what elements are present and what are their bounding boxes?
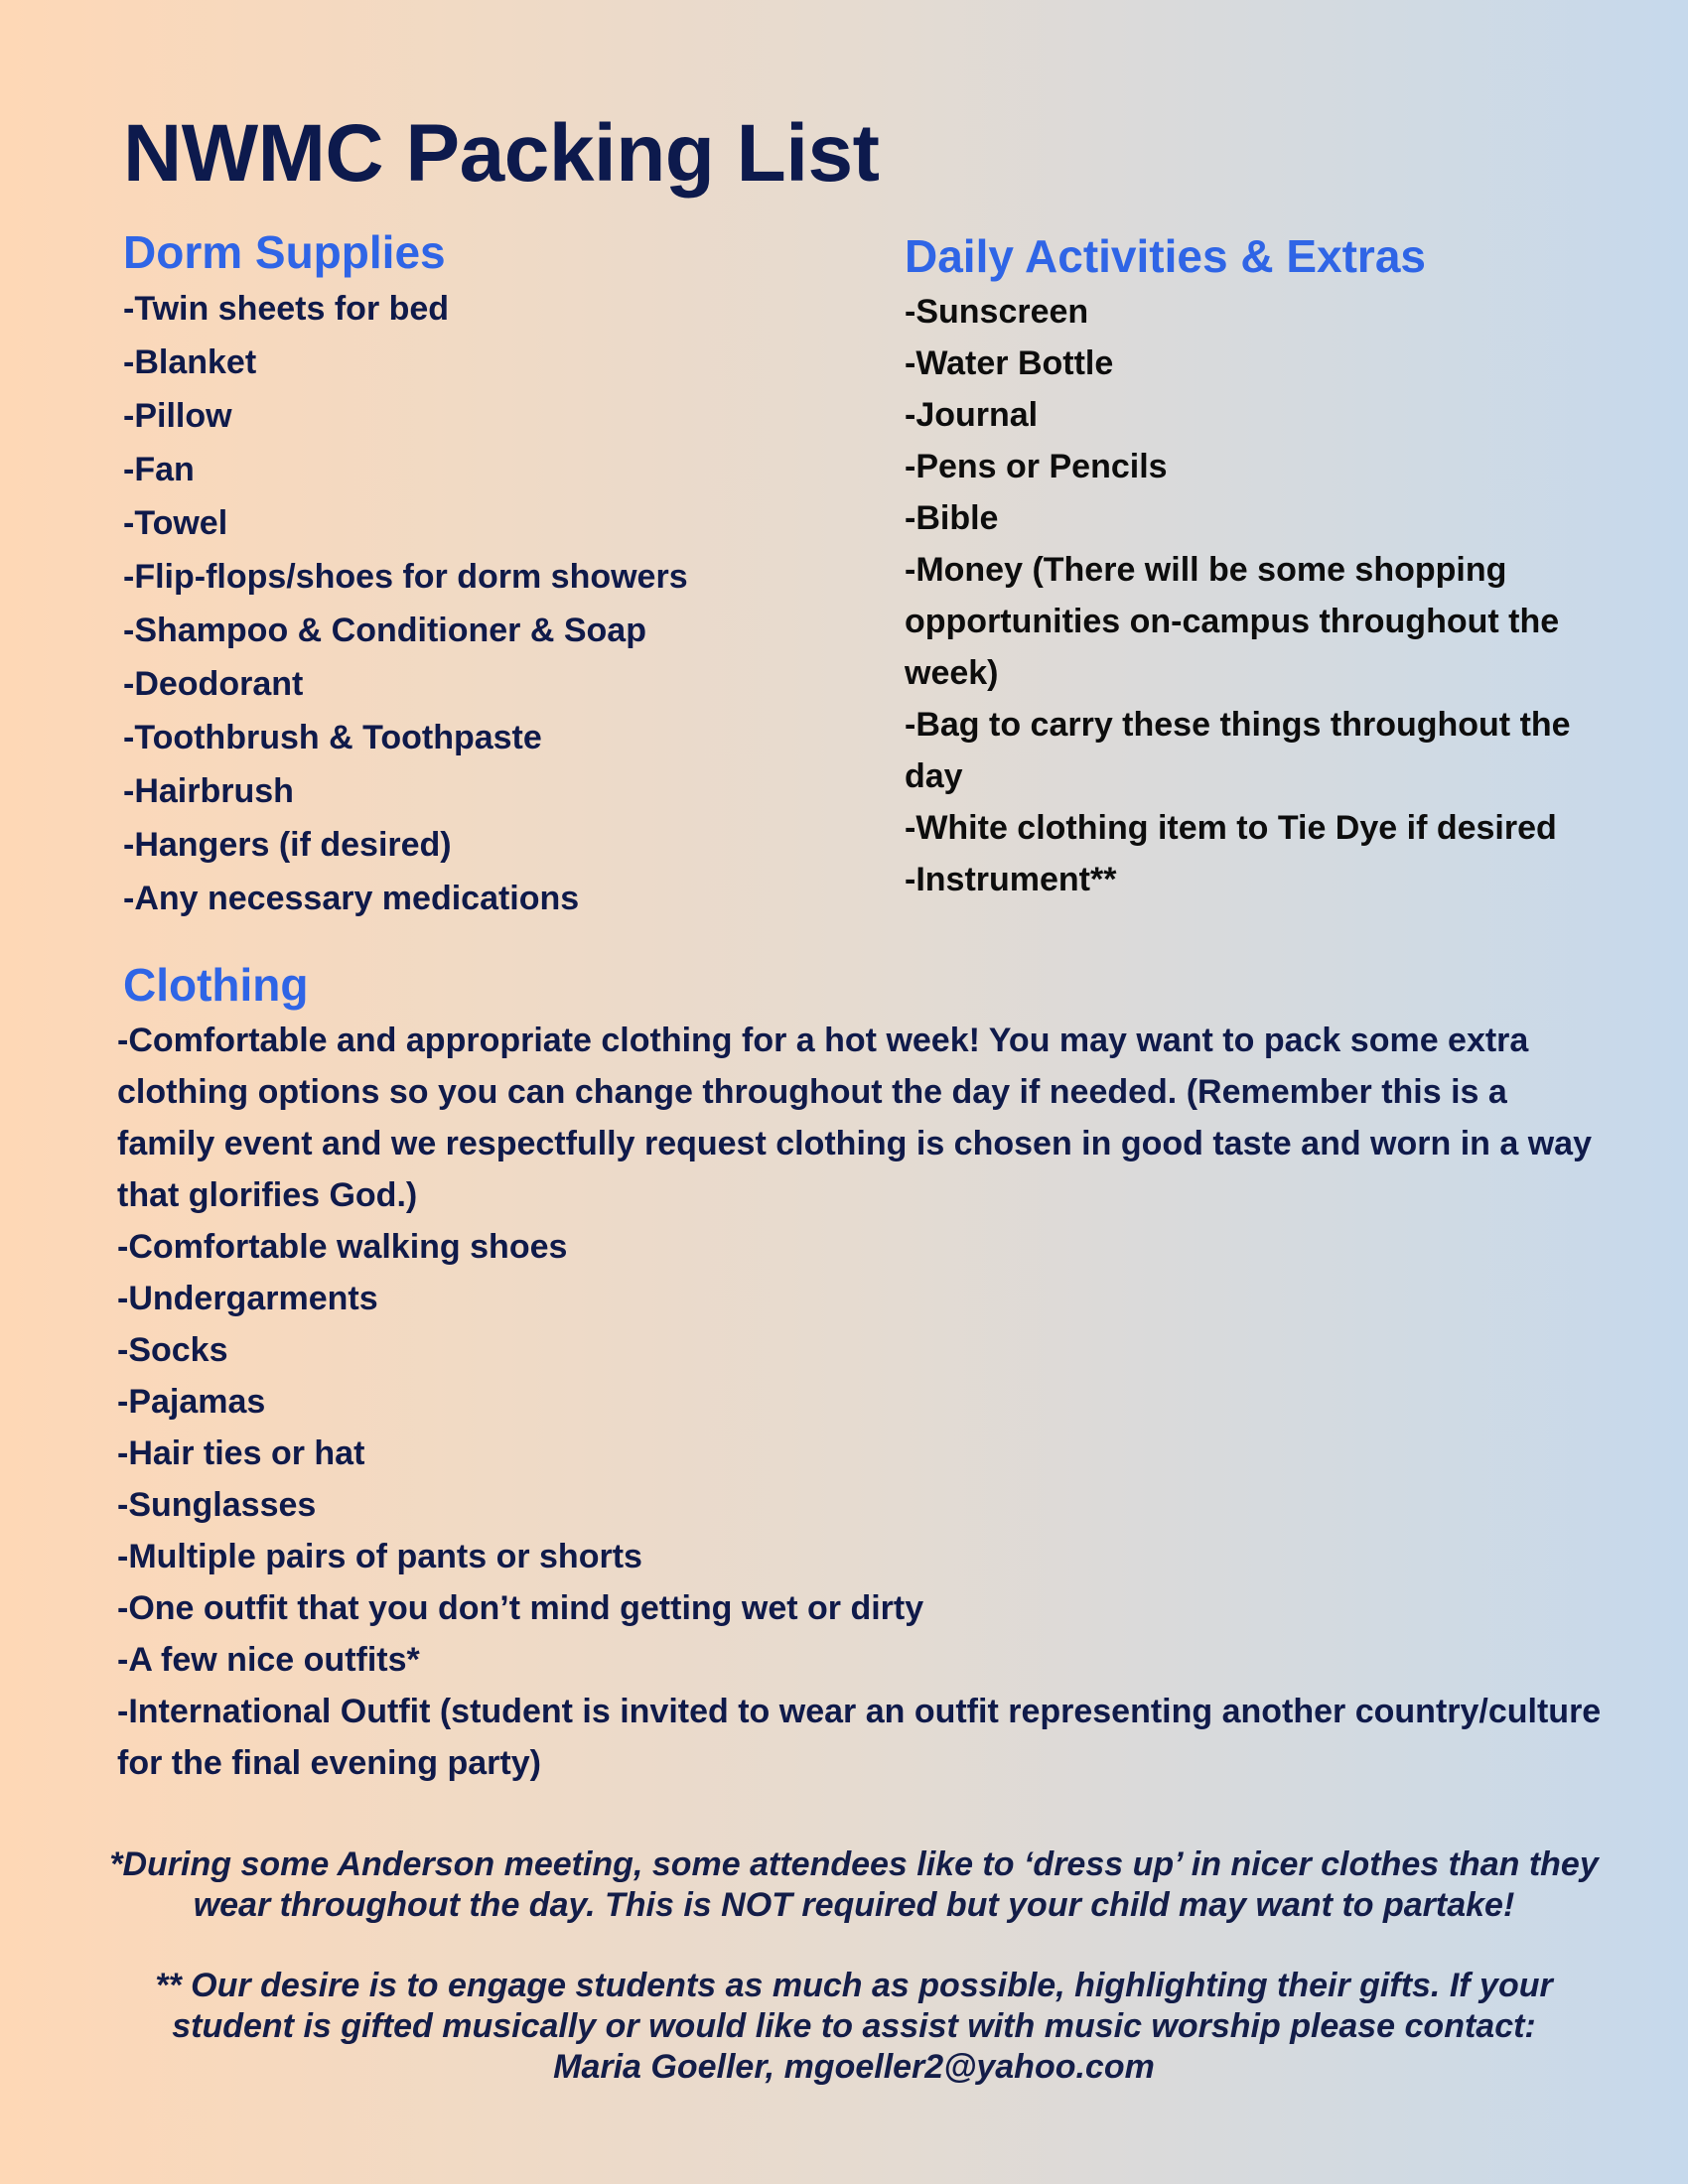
- list-item: -Fan: [123, 451, 195, 488]
- list-item: -Blanket: [123, 343, 257, 381]
- music-note-text: ** Our desire is to engage students as much as possible, highlighting their gifts. If your student is gifted musically or would like to assist with music worship please contact:: [155, 1967, 1553, 2045]
- list-item: -Bag to carry these things throughout the day: [905, 706, 1571, 795]
- list-item: -International Outfit (student is invited to wear an outfit representing another country/culture for the final evening party): [117, 1693, 1602, 1782]
- list-item: -Hangers (if desired): [123, 826, 452, 864]
- list-item: -Pillow: [123, 397, 232, 435]
- clothing-section: [117, 955, 1607, 1789]
- list-item: -Bible: [905, 499, 999, 537]
- clothing-list: [117, 1015, 1607, 1789]
- daily-activities-section: [905, 226, 1619, 905]
- list-item: -Flip-flops/shoes for dorm showers: [123, 558, 688, 596]
- music-note: [109, 1966, 1599, 2088]
- dorm-supplies-section: [123, 222, 878, 925]
- dorm-supplies-list: [123, 282, 878, 925]
- list-item: -Comfortable walking shoes: [117, 1228, 568, 1266]
- list-item: -Undergarments: [117, 1280, 378, 1317]
- list-item: -Instrument**: [905, 861, 1117, 898]
- list-item: -Towel: [123, 504, 228, 542]
- dorm-supplies-heading: Dorm Supplies: [123, 226, 446, 278]
- list-item: -Comfortable and appropriate clothing for a hot week! You may want to pack some extra clothing options so you can change throughout the day if needed. (Remember this is a family event and we respectfully request clothing is chosen in good taste and worn in a way that glorifies God.): [117, 1022, 1592, 1214]
- list-item: -Money (There will be some shopping opportunities on-campus throughout the week): [905, 551, 1560, 692]
- list-item: -Water Bottle: [905, 344, 1114, 382]
- list-item: -Any necessary medications: [123, 880, 580, 917]
- clothing-heading: Clothing: [123, 959, 309, 1011]
- list-item: -Journal: [905, 396, 1039, 434]
- footnotes: [109, 1844, 1599, 2088]
- list-item: -Pajamas: [117, 1383, 266, 1421]
- list-item: -Socks: [117, 1331, 228, 1369]
- dress-up-note: *During some Anderson meeting, some attendees like to ‘dress up’ in nicer clothes than they wear throughout the day. This is NOT required but your child may want to partake!: [109, 1845, 1599, 1924]
- daily-activities-heading: Daily Activities & Extras: [905, 230, 1426, 282]
- list-item: -Shampoo & Conditioner & Soap: [123, 612, 646, 649]
- list-item: -Deodorant: [123, 665, 304, 703]
- list-item: -White clothing item to Tie Dye if desired: [905, 809, 1557, 847]
- list-item: -Hairbrush: [123, 772, 294, 810]
- list-item: -Hair ties or hat: [117, 1434, 365, 1472]
- contact-info: Maria Goeller, mgoeller2@yahoo.com: [553, 2048, 1155, 2086]
- page-title: NWMC Packing List: [123, 108, 880, 199]
- list-item: -Twin sheets for bed: [123, 290, 450, 328]
- daily-activities-list: [905, 286, 1619, 905]
- list-item: -Pens or Pencils: [905, 448, 1168, 485]
- list-item: -Toothbrush & Toothpaste: [123, 719, 542, 756]
- list-item: -Sunscreen: [905, 293, 1089, 331]
- list-item: -A few nice outfits*: [117, 1641, 420, 1679]
- list-item: -Sunglasses: [117, 1486, 317, 1524]
- list-item: -Multiple pairs of pants or shorts: [117, 1538, 642, 1575]
- list-item: -One outfit that you don’t mind getting wet or dirty: [117, 1589, 924, 1627]
